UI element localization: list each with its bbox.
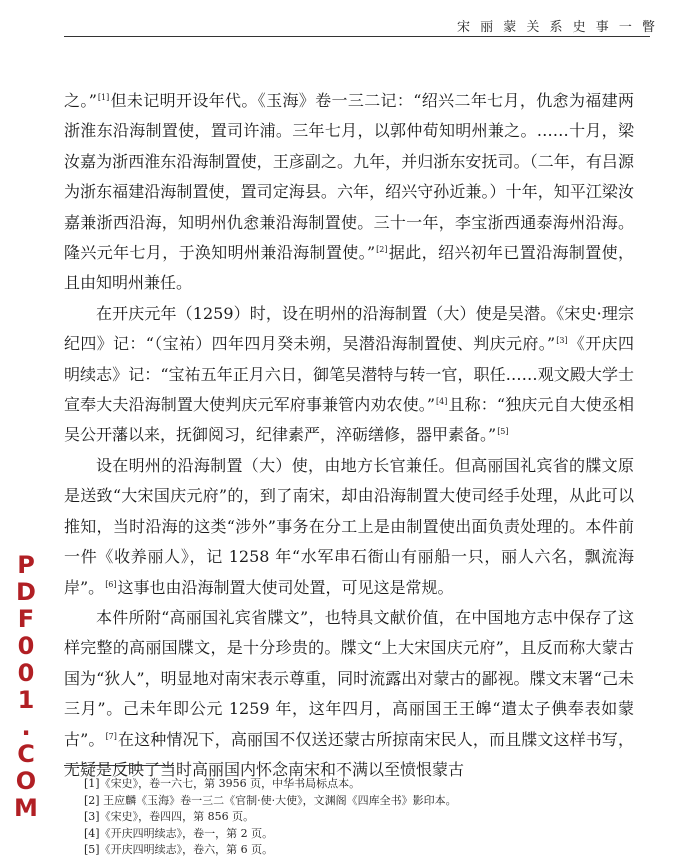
footnote-ref: [1] bbox=[97, 93, 110, 102]
footnote: [3]《宋史》，卷四四，第 856 页。 bbox=[84, 810, 255, 823]
watermark-char: . bbox=[21, 713, 31, 741]
watermark-char: F bbox=[17, 605, 35, 633]
text-run: 在这种情况下，高丽国不仅送还蒙古所掠南宋民人，而且牒文这样书写，无疑是反映了当时高丽国内怀念南宋和不满以至愤恨蒙古 bbox=[64, 729, 634, 779]
header-rule bbox=[64, 36, 650, 37]
footnote-ref: [2] bbox=[376, 245, 388, 255]
paragraph bbox=[64, 603, 634, 785]
paragraph bbox=[64, 299, 634, 451]
footnote-ref: [5] bbox=[497, 427, 509, 437]
footnote-ref: [7] bbox=[105, 731, 117, 741]
footnote-rule bbox=[64, 765, 174, 766]
footnotes bbox=[84, 776, 644, 859]
footnote-ref: [6] bbox=[105, 579, 117, 589]
text-run: 之。” bbox=[64, 91, 97, 110]
footnote: [1]《宋史》，卷一六七，第 3956 页，中华书局标点本。 bbox=[84, 777, 361, 790]
watermark-char: 1 bbox=[17, 686, 35, 714]
paragraph bbox=[64, 451, 634, 603]
text-run: 据此，绍兴初年已置沿海制置使，且由知明州兼任。 bbox=[64, 243, 634, 293]
watermark-char: 0 bbox=[17, 632, 35, 660]
footnote-ref: [4] bbox=[436, 397, 448, 407]
text-run: 《开庆四明续志》记：“宝祐五年正月六日，御笔吴潜特与转一官，职任……观文殿大学士宣奉大夫沿海制置大使判庆元军府事兼管内劝农使。” bbox=[64, 334, 634, 415]
text-run: 这事也由沿海制置大使司处置，可见这是常规。 bbox=[117, 577, 454, 597]
text-run: 本件所附“高丽国礼宾省牒文”，也特具文献价值，在中国地方志中保存了这样完整的高丽国牒文，是十分珍贵的。牒文“上大宋国庆元府”，且反而称大蒙古国为“狄人”，明显地对南宋表示尊重，同时流露出对蒙古的鄙视。牒文末署“己未三月”。己未年即公元 1259 年，这年四月，高丽国王王皞“遣太子倎奉表如蒙古”。 bbox=[64, 607, 634, 749]
footnote: [4]《开庆四明续志》，卷一，第 2 页。 bbox=[84, 826, 274, 840]
footnote: [2] 王应麟《玉海》卷一三二《官制·使·大使》，文渊阁《四库全书》影印本。 bbox=[84, 793, 457, 807]
text-run: 在开庆元年（1259）时，设在明州的沿海制置（大）使是吴潜。《宋史·理宗纪四》记：“（宝祐）四年四月癸未朔，吴潜沿海制置使、判庆元府。” bbox=[64, 303, 634, 354]
watermark-char: M bbox=[14, 794, 38, 822]
watermark-char: 0 bbox=[17, 659, 35, 687]
watermark-char: P bbox=[17, 551, 35, 579]
text-run: 但未记明开设年代。《玉海》卷一三二记：“绍兴二年七月，仇悆为福建两浙淮东沿海制置使，置司许浦。三年七月，以郭仲荀知明州兼之。……十月，梁汝嘉为浙西淮东沿海制置使，王彦副之。九年，并归浙东安抚司。（二年，有吕源为浙东福建沿海制置使，置司定海县。六年，绍兴守孙近兼。）十年，知平江梁汝嘉兼浙西沿海，知明州仇悆兼沿海制置使。三十一年，李宝浙西通泰海州沿海。隆兴元年七月，于涣知明州兼沿海制置使。” bbox=[64, 91, 634, 263]
text-run: 设在明州的沿海制置（大）使，由地方长官兼任。但高丽国礼宾省的牒文原是送致“大宋国庆元府”的，到了南宋，却由沿海制置大使司经手处理，从此可以推知，当时沿海的这类“涉外”事务在分工上是由制置使出面负责处理的。本件前一件《收养丽人》，记 1258 年“水军串石衙山有丽船一只，丽人六名，飘流海岸”。 bbox=[64, 455, 634, 597]
footnote-ref: [3] bbox=[556, 336, 568, 346]
watermark-char: C bbox=[17, 740, 35, 768]
running-header: 宋 丽 蒙 关 系 史 事 一 瞥 bbox=[456, 20, 658, 35]
watermark-char: D bbox=[16, 578, 36, 606]
text-run: 且称：“独庆元自大使丞相吴公开藩以来，抚御阅习，纪律素严，淬砺缮修，器甲素备。” bbox=[64, 395, 634, 445]
main-text bbox=[64, 86, 634, 785]
footnote: [5]《开庆四明续志》，卷六，第 6 页。 bbox=[84, 843, 274, 856]
paragraph bbox=[64, 86, 634, 299]
watermark bbox=[13, 552, 39, 822]
watermark-char: O bbox=[15, 767, 37, 795]
